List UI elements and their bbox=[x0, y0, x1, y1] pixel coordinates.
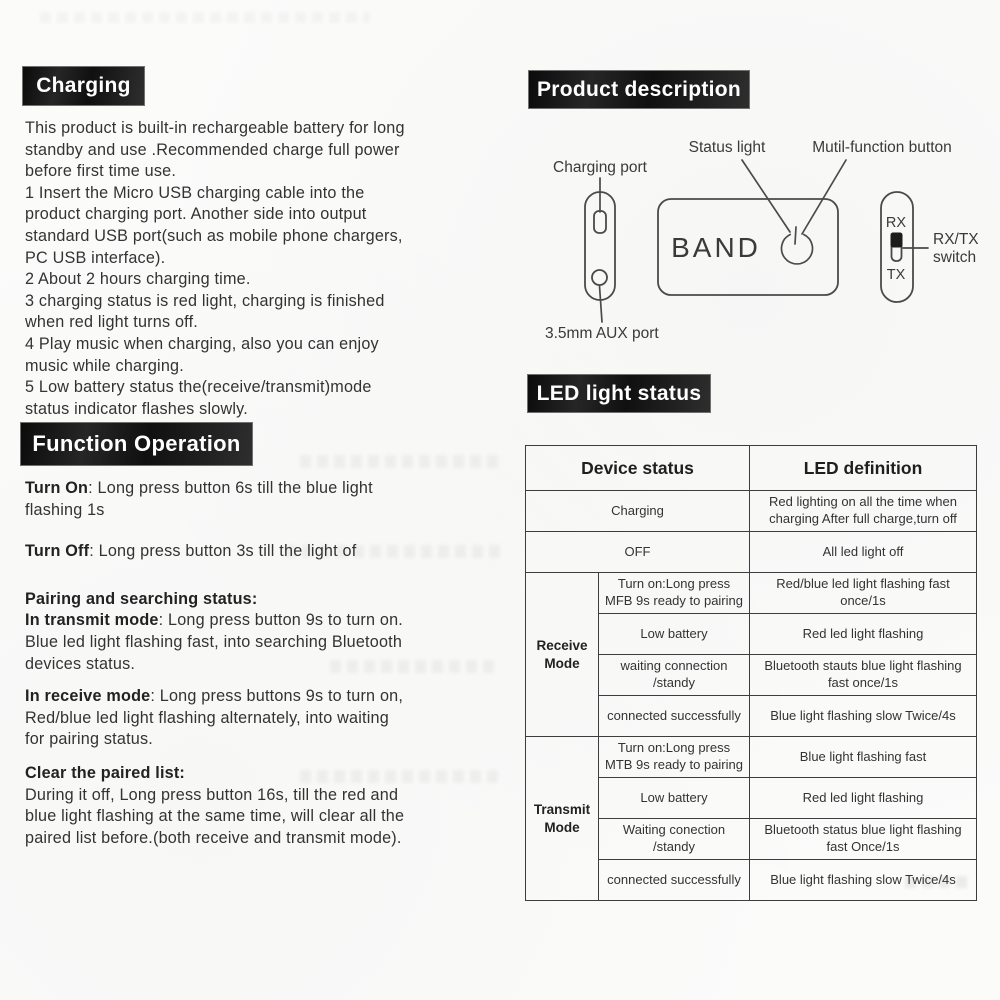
led-definition-cell: Red led light flashing bbox=[750, 778, 977, 819]
scan-bleed-artifact bbox=[300, 455, 500, 468]
bold-lead: Turn Off bbox=[25, 542, 90, 561]
line-text: : Long press button 6s till the blue light bbox=[88, 479, 373, 497]
line-text: : Long press buttons 9s to turn on, bbox=[150, 687, 404, 706]
line-text: flashing 1s bbox=[25, 500, 105, 519]
aux-jack-icon bbox=[592, 270, 607, 285]
led-definition-cell: Blue light flashing fast bbox=[750, 737, 977, 778]
section-title-function-operation: Function Operation bbox=[21, 423, 252, 465]
multi-function-leader-line bbox=[802, 160, 846, 234]
line-text: : Long press button 3s till the light of bbox=[89, 542, 357, 561]
line-text: Red/blue led light flashing alternately, into waiting bbox=[25, 708, 389, 727]
led-definition-cell: Bluetooth stauts blue light flashing fast once/1s bbox=[750, 655, 977, 696]
function-line bbox=[25, 828, 520, 850]
function-line bbox=[25, 708, 520, 730]
device-status-cell: Turn on:Long press MTB 9s ready to pairing bbox=[599, 737, 750, 778]
charging-line: 3 charging status is red light, charging is finished bbox=[25, 291, 385, 310]
device-status-cell: connected successfully bbox=[599, 860, 750, 901]
function-line bbox=[25, 632, 520, 654]
line-text: blue light flashing at the same time, will clear all the bbox=[25, 807, 405, 826]
section-title-charging: Charging bbox=[23, 67, 144, 105]
charging-line: PC USB interface). bbox=[25, 248, 166, 267]
function-line bbox=[25, 654, 520, 676]
section-title-product-description: Product description bbox=[529, 71, 749, 108]
device-status-cell: Charging bbox=[526, 491, 750, 532]
aux-port-label: 3.5mm AUX port bbox=[545, 325, 659, 342]
table-row bbox=[526, 737, 977, 778]
mode-cell: Receive Mode bbox=[526, 573, 599, 737]
function-line bbox=[25, 806, 520, 828]
function-line bbox=[25, 478, 520, 500]
function-operation-instructions bbox=[25, 478, 520, 849]
device-status-cell: Waiting conection /standy bbox=[599, 819, 750, 860]
brand-text: BAND bbox=[671, 232, 761, 263]
device-status-cell: Low battery bbox=[599, 614, 750, 655]
led-definition-cell: Red lighting on all the time when charging After full charge,turn off bbox=[750, 491, 977, 532]
switch-knob bbox=[891, 233, 903, 248]
table-row bbox=[526, 532, 977, 573]
product-diagram bbox=[530, 128, 990, 365]
device-status-cell: OFF bbox=[526, 532, 750, 573]
table-row bbox=[526, 491, 977, 532]
function-block bbox=[25, 541, 520, 563]
charging-line: 2 About 2 hours charging time. bbox=[25, 270, 251, 289]
charging-instructions bbox=[25, 118, 515, 420]
charging-line: status indicator flashes slowly. bbox=[25, 399, 248, 418]
charging-line: when red light turns off. bbox=[25, 313, 198, 332]
device-top-view bbox=[658, 199, 838, 295]
function-block bbox=[25, 589, 520, 675]
function-line bbox=[25, 763, 520, 785]
function-line bbox=[25, 589, 520, 611]
charging-line: This product is built-in rechargeable battery for long bbox=[25, 119, 405, 137]
led-definition-cell: Red/blue led light flashing fast once/1s bbox=[750, 573, 977, 614]
device-status-cell: Low battery bbox=[599, 778, 750, 819]
line-text: : Long press button 9s to turn on. bbox=[158, 611, 403, 630]
multi-function-button-label: Mutil-function button bbox=[812, 139, 952, 156]
function-line bbox=[25, 729, 520, 751]
led-definition-cell: Red led light flashing bbox=[750, 614, 977, 655]
bold-lead: Turn On bbox=[25, 479, 89, 497]
function-block bbox=[25, 478, 520, 521]
led-definition-cell: Blue light flashing slow Twice/4s bbox=[750, 696, 977, 737]
line-text: paired list before.(both receive and transmit mode). bbox=[25, 828, 402, 847]
function-block bbox=[25, 763, 520, 849]
function-line bbox=[25, 500, 520, 522]
function-block bbox=[25, 686, 520, 751]
line-text: Blue led light flashing fast, into searching Bluetooth bbox=[25, 632, 403, 651]
line-text: devices status. bbox=[25, 654, 136, 673]
function-line bbox=[25, 610, 520, 632]
led-definition-cell: All led light off bbox=[750, 532, 977, 573]
charging-port-label: Charging port bbox=[553, 159, 647, 176]
bold-lead: In transmit mode bbox=[25, 611, 159, 630]
line-text: During it off, Long press button 16s, till the red and bbox=[25, 785, 399, 804]
charging-line: music while charging. bbox=[25, 356, 184, 375]
led-definition-cell: Blue light flashing slow Twice/4s bbox=[750, 860, 977, 901]
device-status-cell: connected successfully bbox=[599, 696, 750, 737]
charging-line: 1 Insert the Micro USB charging cable into the bbox=[25, 183, 365, 202]
table-row bbox=[526, 573, 977, 614]
power-icon bbox=[782, 227, 813, 264]
side-view-switch bbox=[881, 192, 913, 302]
bold-lead: Clear the paired list: bbox=[25, 763, 186, 782]
function-line bbox=[25, 686, 520, 708]
rxtx-switch-label-line1: RX/TX bbox=[933, 231, 979, 248]
device-status-cell: waiting connection /standy bbox=[599, 655, 750, 696]
device-status-cell: Turn on:Long press MFB 9s ready to pairing bbox=[599, 573, 750, 614]
charging-line: 4 Play music when charging, also you can enjoy bbox=[25, 334, 379, 353]
bold-lead: Pairing and searching status: bbox=[25, 589, 258, 608]
charging-line: standard USB port(such as mobile phone chargers, bbox=[25, 226, 403, 245]
status-light-label: Status light bbox=[688, 139, 766, 156]
function-line bbox=[25, 541, 520, 563]
led-definition-header: LED definition bbox=[750, 446, 977, 491]
status-light-leader-line bbox=[742, 160, 790, 232]
device-status-header: Device status bbox=[526, 446, 750, 491]
scan-bleed-artifact bbox=[40, 12, 370, 23]
charging-line: 5 Low battery status the(receive/transmit)mode bbox=[25, 378, 372, 397]
charging-line: standby and use .Recommended charge full power bbox=[25, 140, 400, 159]
line-text: for pairing status. bbox=[25, 730, 153, 749]
charging-line: product charging port. Another side into output bbox=[25, 205, 367, 224]
mode-cell: Transmit Mode bbox=[526, 737, 599, 901]
rx-position-label: RX bbox=[885, 215, 907, 231]
function-line bbox=[25, 785, 520, 807]
bold-lead: In receive mode bbox=[25, 687, 151, 706]
charging-line: before first time use. bbox=[25, 162, 177, 181]
led-definition-cell: Bluetooth status blue light flashing fast Once/1s bbox=[750, 819, 977, 860]
micro-usb-port-icon bbox=[594, 211, 606, 233]
table-header-row bbox=[526, 446, 977, 491]
led-status-table bbox=[525, 445, 977, 901]
aux-port-leader-line bbox=[600, 286, 603, 322]
tx-position-label: TX bbox=[886, 267, 906, 283]
rxtx-switch-label-line2: switch bbox=[933, 249, 977, 266]
section-title-led-light-status: LED light status bbox=[528, 375, 710, 412]
